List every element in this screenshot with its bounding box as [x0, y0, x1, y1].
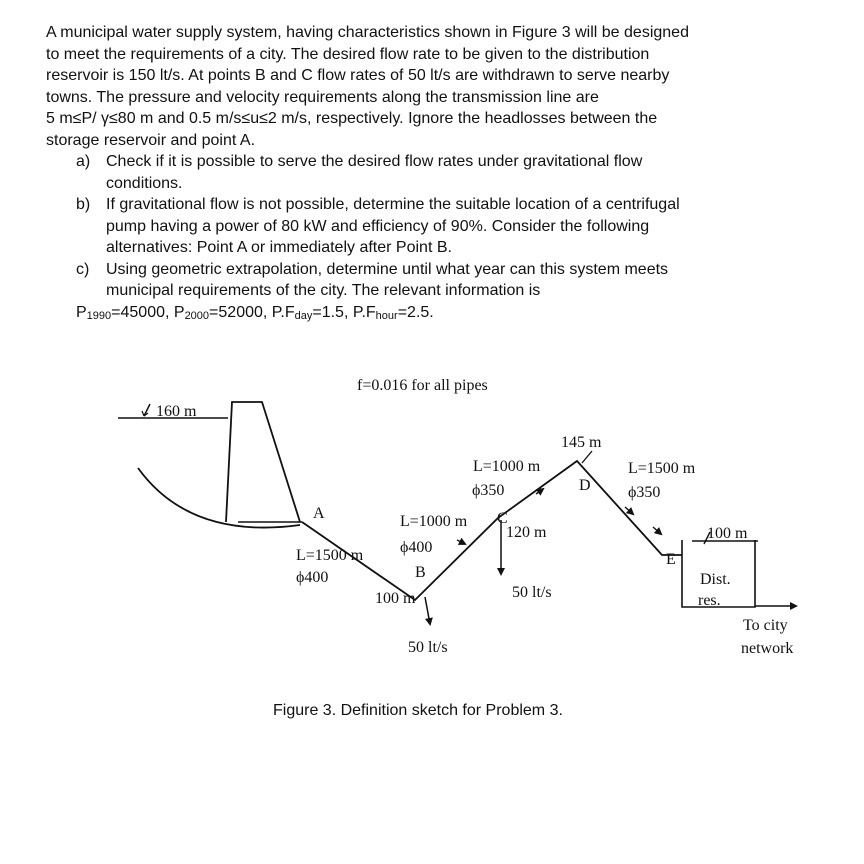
p1990-sub: 1990: [86, 309, 112, 322]
elevation-d-label: 145 m: [561, 434, 602, 451]
intro-line: towns. The pressure and velocity requirements along the transmission line are: [46, 88, 599, 106]
p2000-label: P: [173, 303, 185, 321]
to-city-label-line-2: network: [741, 640, 794, 657]
withdraw-b-arrow-icon: [425, 597, 430, 624]
dam-body: [226, 402, 300, 522]
pipe-de-diameter: ϕ350: [628, 484, 661, 501]
intro-line: 5 m≤P/ γ≤80 m and 0.5 m/s≤u≤2 m/s, respectively. Ignore the headlosses between the: [46, 110, 658, 127]
item-line: alternatives: Point A or immediately after Point B.: [106, 239, 452, 256]
elevation-c-label: 120 m: [506, 524, 547, 541]
item-marker: c): [76, 260, 90, 278]
point-c-label: C: [497, 510, 508, 527]
reservoir-level-label: 160 m: [156, 403, 197, 420]
intro-line: storage reservoir and point A.: [46, 131, 256, 149]
withdraw-c-label: 50 lt/s: [512, 584, 552, 601]
item-line: municipal requirements of the city. The relevant information is: [106, 282, 541, 299]
point-a-label: A: [313, 505, 325, 522]
pipe-bc-length: L=1000 m: [400, 513, 468, 530]
friction-note: f=0.016 for all pipes: [357, 377, 488, 394]
pipe-ab-diameter: ϕ400: [296, 569, 329, 586]
pipe-cd-length: L=1000 m: [473, 458, 541, 475]
distribution-label-line-1: Dist.: [700, 571, 731, 588]
pfhour-sub: hour: [375, 309, 398, 322]
reservoir-bed: [138, 468, 300, 528]
intro-line: to meet the requirements of a city. The desired flow rate to be given to the distribution: [46, 45, 650, 63]
intro-line: reservoir is 150 lt/s. At points B and C flow rates of 50 lt/s are withdrawn to serve nearby: [46, 67, 670, 84]
pfhour-value: =2.5.: [397, 303, 434, 321]
item-marker: b): [76, 196, 91, 213]
distribution-level-label: 100 m: [707, 525, 748, 542]
to-city-label-line-1: To city: [743, 617, 788, 634]
item-line: Check if it is possible to serve the desired flow rates under gravitational flow: [106, 153, 643, 170]
p2000-value: =52000,: [209, 303, 272, 321]
pfday-value: =1.5,: [312, 303, 353, 321]
p1990-value: =45000,: [111, 303, 174, 321]
item-line: Using geometric extrapolation, determine until what year can this system meets: [106, 260, 669, 278]
item-marker: a): [76, 153, 91, 170]
p2000-sub: 2000: [184, 309, 210, 322]
intro-line: A municipal water supply system, having characteristics shown in Figure 3 will be designed: [46, 24, 689, 41]
flow-arrow-e-icon: [653, 527, 661, 534]
flow-arrow-bc-icon: [457, 540, 465, 544]
elevation-d-pointer-icon: [582, 451, 592, 463]
withdraw-b-label: 50 lt/s: [408, 639, 448, 656]
pipe-ab-length: L=1500 m: [296, 547, 364, 564]
elevation-b-label: 100 m: [375, 590, 416, 607]
figure-caption: Figure 3. Definition sketch for Problem 3.: [273, 702, 563, 719]
item-line: pump having a power of 80 kW and efficiency of 90%. Consider the following: [106, 217, 650, 235]
pfhour-label: P.F: [352, 303, 376, 321]
flow-arrow-de-icon: [625, 507, 633, 514]
pipe-cd-diameter: ϕ350: [472, 482, 505, 499]
p1990-label: P: [76, 303, 87, 321]
item-line: conditions.: [106, 174, 183, 192]
pipe-de-length: L=1500 m: [628, 460, 696, 477]
point-d-label: D: [579, 477, 591, 494]
item-line: If gravitational flow is not possible, determine the suitable location of a centrifugal: [106, 196, 680, 213]
pipe-bc-diameter: ϕ400: [400, 539, 433, 556]
pfday-label: P.F: [271, 303, 295, 321]
pfday-sub: day: [294, 309, 313, 322]
point-e-label: E: [666, 551, 676, 568]
point-b-label: B: [415, 564, 426, 581]
distribution-label-line-2: res.: [698, 592, 721, 609]
